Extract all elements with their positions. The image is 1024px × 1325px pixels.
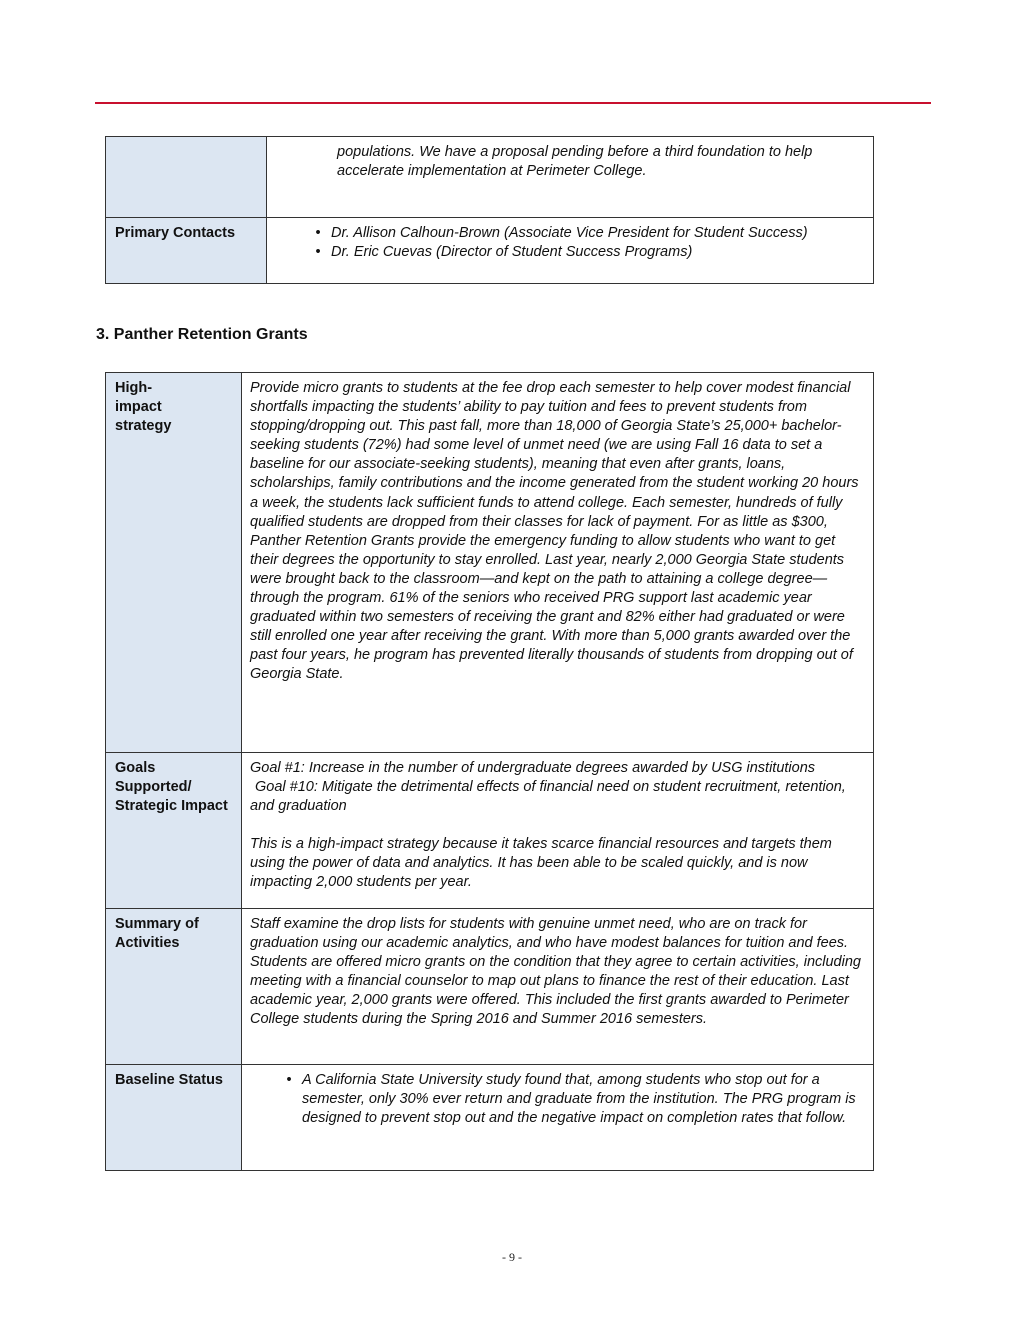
baseline-row — [106, 1065, 874, 1171]
summary-label: Summary of Activities — [106, 909, 242, 1065]
strategy-table — [105, 372, 874, 1171]
goals-impact-text: This is a high-impact strategy because it takes scarce financial resources and targets them using the power of data and analytics. It has been able to be scaled quickly, and is now impacting 2,000 students per year. — [250, 836, 832, 891]
baseline-text: A California State University study found that, among students who stop out for a semester, only 30% ever return and graduate from the institution. The PRG program is designed to prevent stop out and the negative impact on completion rates that follow. — [302, 1072, 856, 1127]
summary-row — [106, 909, 874, 1065]
contact-item — [305, 243, 865, 262]
baseline-label: Baseline Status — [106, 1065, 242, 1171]
goal-1-text: Goal #1: Increase in the number of undergraduate degrees awarded by USG institutions — [250, 760, 816, 776]
strategy-label: High-impact strategy — [106, 373, 242, 753]
contacts-table — [105, 136, 874, 284]
continuation-row — [106, 137, 874, 218]
contact-name: Dr. Eric Cuevas (Director of Student Success Programs) — [331, 244, 693, 261]
contact-name: Dr. Allison Calhoun-Brown (Associate Vice President for Student Success) — [331, 225, 808, 241]
summary-text: Staff examine the drop lists for students with genuine unmet need, who are on track for graduation using our academic analytics, and who have modest balances for tuition and fees. Students are offered micro grants on the condition that they agree to certain activities, including meeting with a financial counselor to map out plans to finance the rest of their education. Last academic year, 2,000 grants were offered. This included the first grants awarded to Perimeter College students during the Spring 2016 and Summer 2016 semesters. — [250, 916, 861, 1028]
baseline-cell — [242, 1065, 874, 1171]
goals-row — [106, 753, 874, 909]
header-rule — [95, 102, 931, 104]
goals-cell — [242, 753, 874, 909]
continuation-cell — [267, 137, 874, 218]
bullet-icon: • — [315, 244, 321, 261]
baseline-item — [276, 1071, 865, 1128]
bullet-icon: • — [315, 225, 321, 241]
bullet-icon: • — [286, 1072, 292, 1088]
goals-label: Goals Supported/ Strategic Impact — [106, 753, 242, 909]
contact-item — [305, 224, 865, 243]
empty-label-cell — [106, 137, 267, 218]
strategy-text: Provide micro grants to students at the fee drop each semester to help cover modest financial shortfalls impacting the students’ ability to pay tuition and fees to prevent students from stopping/dropping out. This past fall, more than 18,000 of Georgia State’s 25,000+ bachelor-seeking students (72%) had some level of unmet need (we are using Fall 16 data to set a baseline for our associate-seeking students), meaning that even after grants, loans, scholarships, family contributions and the income generated from the student working 20 hours a week, the students lack sufficient funds to attend college. Each semester, hundreds of fully qualified students are dropped from their classes for lack of payment. For as little as $300, Panther Retention Grants provide the emergency funding to allow students who want to get their degrees the opportunity to stay enrolled. Last year, nearly 2,000 Georgia State students were brought back to the classroom—and kept on the path to attaining a college degree—through the program. 61% of the seniors who received PRG support last academic year graduated within two semesters of receiving the grant and 82% either had graduated or were still enrolled one year after receiving the grant. With more than 5,000 grants awarded over the past four years, he program has prevented literally thousands of students from dropping out of Georgia State. — [250, 380, 859, 683]
page-number: - 9 - — [502, 1250, 522, 1264]
strategy-row — [106, 373, 874, 753]
goal-10-text: Goal #10: Mitigate the detrimental effects of financial need on student recruitment, retention, and graduation — [250, 779, 846, 815]
contacts-cell — [267, 218, 874, 284]
strategy-cell — [242, 373, 874, 753]
section-heading: 3. Panther Retention Grants — [96, 326, 308, 343]
summary-cell — [242, 909, 874, 1065]
continuation-text: populations. We have a proposal pending before a third foundation to help accelerate implementation at Perimeter College. — [337, 144, 813, 180]
contacts-label: Primary Contacts — [106, 218, 267, 284]
contacts-row — [106, 218, 874, 284]
